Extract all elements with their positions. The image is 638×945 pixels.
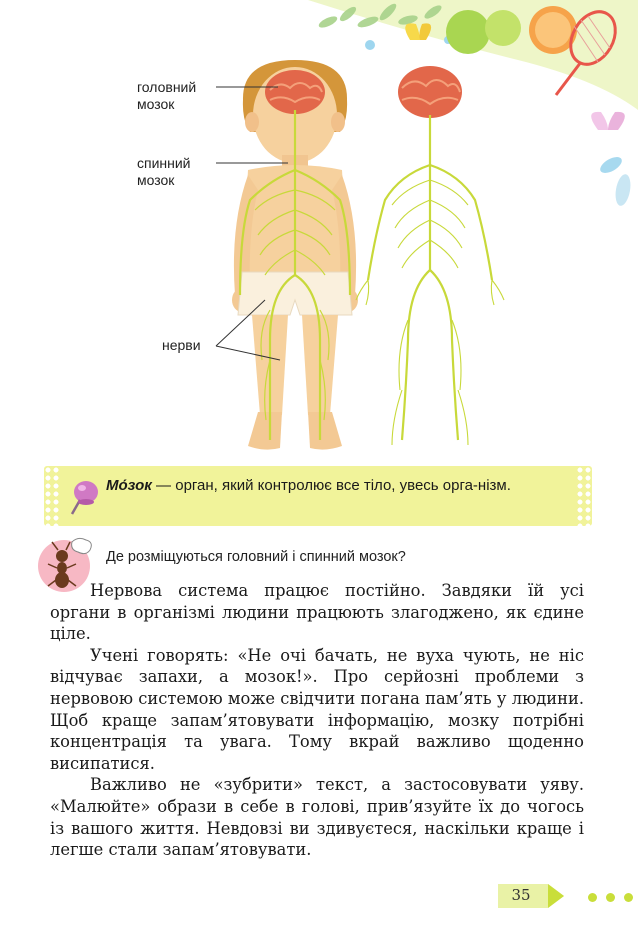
dot-decoration [606, 893, 615, 902]
box-dots-left [44, 466, 60, 526]
nervous-system-figure [356, 66, 504, 445]
definition-term: Мо́зок [106, 477, 152, 494]
nerves-label: нерви [162, 337, 201, 353]
definition-text [106, 476, 574, 496]
definition-box [44, 466, 592, 526]
paragraph: Важливо не «зубрити» текст, а застосовувати уяву. «Малюйте» образи в себе в голові, прив’язуйте їх до чогось із вашого життя. Невдовзі ви здивуєтеся, наскільки краще і легше стали запам’ятовувати. [50, 775, 584, 860]
child-figure [232, 60, 358, 450]
dew-drop-icon [365, 40, 375, 50]
page-number: 35 [511, 886, 531, 904]
paragraph: Нервова система працює постійно. Завдяки їй усі органи в організмі людини працюють злагоджено, як єдине ціле. [50, 581, 584, 644]
definition-body: — орган, який контролює все тіло, увесь орга-нізм. [151, 477, 511, 494]
dot-decoration [624, 893, 633, 902]
nervous-system-illustration [130, 60, 510, 455]
main-text [50, 580, 584, 861]
box-dots-right [576, 466, 592, 526]
paragraph: Учені говорять: «Не очі бачать, не вуха чують, не ніс відчуває запахи, а мозок!». Про серйозні проблеми з нервовою системою може свідчити погана пам’ять у людини. Щоб краще запам’ятовувати інформацію, мозку потрібні концентрація та увага. Тому вкрай важливо щоденно висипатися. [50, 645, 584, 773]
apple-icon [446, 10, 490, 54]
question-text: Де розміщуються головний і спинний мозок? [106, 549, 406, 565]
pushpin-icon [66, 478, 102, 518]
dot-decoration [588, 893, 597, 902]
brain-label: головний мозок [137, 79, 197, 112]
spinal-cord-label: спинний мозок [137, 155, 191, 188]
